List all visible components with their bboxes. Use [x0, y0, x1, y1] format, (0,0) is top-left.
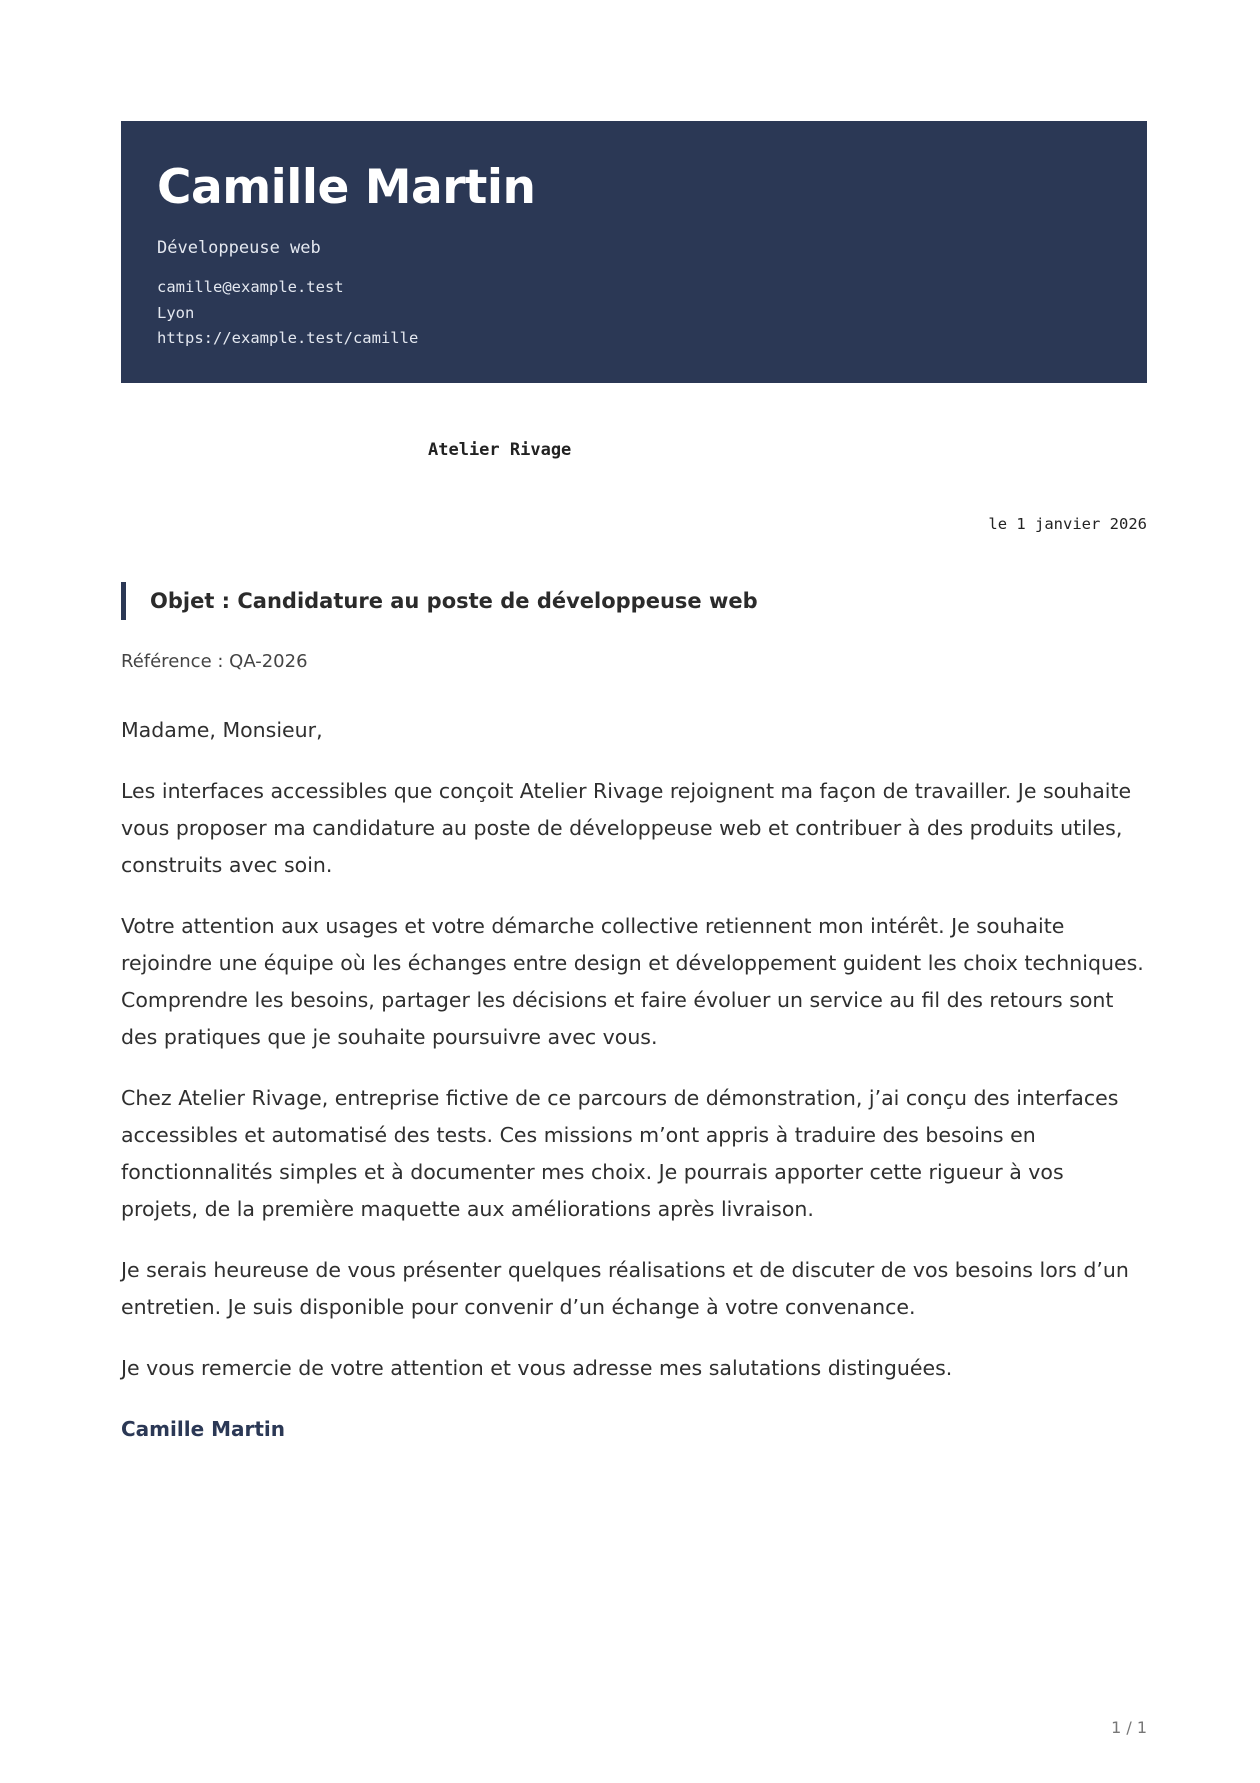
letter-date: le 1 janvier 2026: [988, 515, 1147, 533]
letter-header: [121, 121, 1147, 383]
recipient-name: Atelier Rivage: [428, 440, 572, 460]
letter-subject: Objet : Candidature au poste de développeuse web: [121, 582, 758, 620]
sender-email: camille@example.test: [157, 278, 344, 296]
sender-name: Camille Martin: [157, 160, 536, 215]
signature: Camille Martin: [121, 1417, 286, 1441]
letter-body: [121, 712, 1147, 1448]
salutation: Madame, Monsieur,: [121, 718, 323, 742]
page-number: 1 / 1: [1111, 1718, 1147, 1737]
body-paragraph: Votre attention aux usages et votre démarche collective retiennent mon intérêt. Je souhaite rejoindre une équipe où les échanges entre design et développement guident les choix techniques. Comprendre les besoins, partager les décisions et faire évoluer un service au fil des retours sont des pratiques que je souhaite poursuivre avec vous.: [121, 914, 1144, 1049]
sender-website: https://example.test/camille: [157, 329, 419, 347]
closing-paragraph: Je vous remercie de votre attention et vous adresse mes salutations distinguées.: [121, 1356, 953, 1380]
body-paragraph: Je serais heureuse de vous présenter quelques réalisations et de discuter de vos besoins lors d’un entretien. Je suis disponible pour convenir d’un échange à votre convenance.: [121, 1258, 1129, 1319]
body-paragraph: Les interfaces accessibles que conçoit Atelier Rivage rejoignent ma façon de travailler. Je souhaite vous proposer ma candidature au poste de développeuse web et contribuer à des produits utiles, construits avec soin.: [121, 779, 1132, 877]
sender-city: Lyon: [157, 303, 195, 322]
sender-contacts: [157, 275, 1111, 352]
body-paragraph: Chez Atelier Rivage, entreprise fictive de ce parcours de démonstration, j’ai conçu des interfaces accessibles et automatisé des tests. Ces missions m’ont appris à traduire des besoins en fonctionnalités simples et à documenter mes choix. Je pourrais apporter cette rigueur à vos projets, de la première maquette aux améliorations après livraison.: [121, 1086, 1119, 1221]
sender-role: Développeuse web: [157, 238, 321, 258]
letter-reference: Référence : QA-2026: [121, 651, 308, 672]
